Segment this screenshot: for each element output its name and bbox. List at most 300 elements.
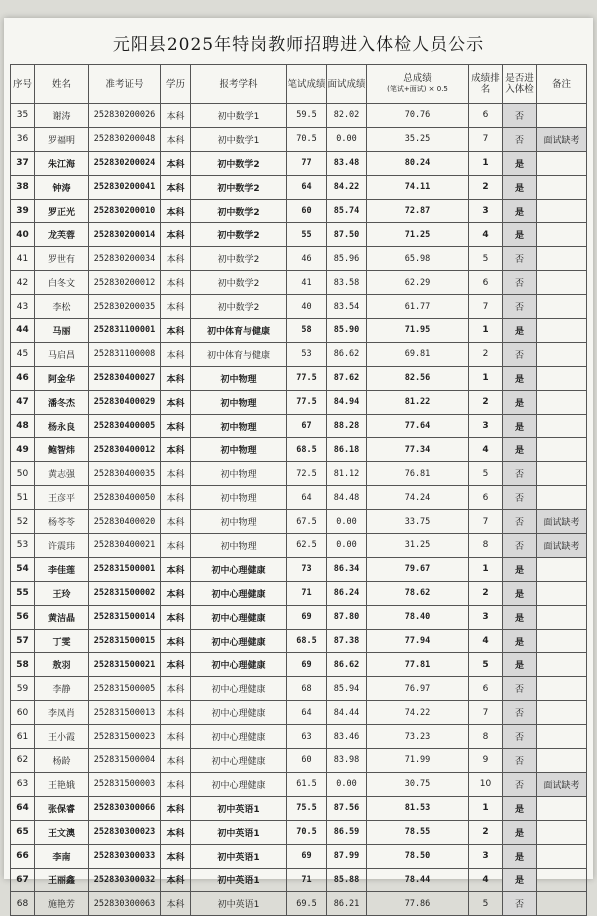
cell-enter: 否 — [503, 247, 537, 271]
cell-interview: 86.62 — [327, 653, 367, 677]
cell-edu: 本科 — [161, 629, 191, 653]
cell-seq: 43 — [11, 295, 35, 319]
cell-seq: 38 — [11, 175, 35, 199]
cell-edu: 本科 — [161, 772, 191, 796]
cell-edu: 本科 — [161, 271, 191, 295]
cell-total: 77.86 — [367, 892, 469, 916]
cell-enter: 否 — [503, 271, 537, 295]
cell-remark — [537, 605, 587, 629]
cell-name: 丁雯 — [35, 629, 89, 653]
cell-seq: 67 — [11, 868, 35, 892]
cell-subject: 初中英语1 — [191, 844, 287, 868]
header-enter: 是否进入体检 — [503, 65, 537, 104]
cell-remark — [537, 486, 587, 510]
cell-subject: 初中心理健康 — [191, 605, 287, 629]
cell-edu: 本科 — [161, 868, 191, 892]
cell-written: 72.5 — [287, 462, 327, 486]
cell-enter: 是 — [503, 820, 537, 844]
cell-total: 73.23 — [367, 725, 469, 749]
cell-seq: 53 — [11, 534, 35, 558]
table-row — [11, 342, 587, 366]
header-edu: 学历 — [161, 65, 191, 104]
cell-subject: 初中物理 — [191, 510, 287, 534]
cell-name: 敖羽 — [35, 653, 89, 677]
cell-seq: 52 — [11, 510, 35, 534]
cell-ticket: 252830400027 — [89, 366, 161, 390]
cell-enter: 否 — [503, 127, 537, 151]
cell-name: 李松 — [35, 295, 89, 319]
cell-seq: 45 — [11, 342, 35, 366]
cell-rank: 2 — [469, 175, 503, 199]
cell-total: 76.97 — [367, 677, 469, 701]
table-row — [11, 247, 587, 271]
cell-edu: 本科 — [161, 414, 191, 438]
cell-total: 77.81 — [367, 653, 469, 677]
cell-interview: 87.62 — [327, 366, 367, 390]
table-row — [11, 820, 587, 844]
table-row — [11, 868, 587, 892]
table-row — [11, 653, 587, 677]
cell-rank: 6 — [469, 677, 503, 701]
cell-interview: 87.99 — [327, 844, 367, 868]
cell-total: 77.34 — [367, 438, 469, 462]
cell-rank: 8 — [469, 725, 503, 749]
table-row — [11, 534, 587, 558]
cell-interview: 87.56 — [327, 796, 367, 820]
cell-enter: 是 — [503, 199, 537, 223]
table-row — [11, 319, 587, 343]
cell-enter: 否 — [503, 510, 537, 534]
cell-seq: 64 — [11, 796, 35, 820]
cell-enter: 是 — [503, 175, 537, 199]
cell-ticket: 252831500001 — [89, 557, 161, 581]
cell-seq: 61 — [11, 725, 35, 749]
cell-name: 杨龄 — [35, 749, 89, 773]
table-row — [11, 725, 587, 749]
cell-edu: 本科 — [161, 557, 191, 581]
cell-interview: 86.18 — [327, 438, 367, 462]
cell-total: 80.24 — [367, 151, 469, 175]
cell-total: 71.95 — [367, 319, 469, 343]
table-header-row — [11, 65, 587, 104]
cell-edu: 本科 — [161, 104, 191, 128]
cell-written: 40 — [287, 295, 327, 319]
cell-remark — [537, 319, 587, 343]
cell-enter: 是 — [503, 868, 537, 892]
cell-ticket: 252830300032 — [89, 868, 161, 892]
cell-written: 60 — [287, 749, 327, 773]
cell-edu: 本科 — [161, 820, 191, 844]
cell-rank: 2 — [469, 390, 503, 414]
cell-seq: 59 — [11, 677, 35, 701]
cell-ticket: 252830400005 — [89, 414, 161, 438]
cell-ticket: 252830200010 — [89, 199, 161, 223]
cell-remark — [537, 820, 587, 844]
cell-seq: 47 — [11, 390, 35, 414]
cell-remark — [537, 390, 587, 414]
cell-interview: 86.34 — [327, 557, 367, 581]
cell-seq: 57 — [11, 629, 35, 653]
cell-remark — [537, 749, 587, 773]
cell-name: 王丽鑫 — [35, 868, 89, 892]
cell-edu: 本科 — [161, 510, 191, 534]
cell-rank: 5 — [469, 247, 503, 271]
cell-total: 72.87 — [367, 199, 469, 223]
cell-interview: 0.00 — [327, 127, 367, 151]
cell-name: 罗世有 — [35, 247, 89, 271]
cell-interview: 87.80 — [327, 605, 367, 629]
cell-remark — [537, 199, 587, 223]
cell-total: 74.24 — [367, 486, 469, 510]
cell-interview: 0.00 — [327, 534, 367, 558]
cell-edu: 本科 — [161, 199, 191, 223]
table-row — [11, 127, 587, 151]
cell-total: 74.11 — [367, 175, 469, 199]
cell-name: 谢涛 — [35, 104, 89, 128]
cell-ticket: 252831100001 — [89, 319, 161, 343]
cell-enter: 是 — [503, 390, 537, 414]
cell-edu: 本科 — [161, 844, 191, 868]
cell-edu: 本科 — [161, 151, 191, 175]
cell-subject: 初中英语1 — [191, 892, 287, 916]
table-row — [11, 366, 587, 390]
cell-rank: 1 — [469, 319, 503, 343]
cell-interview: 83.54 — [327, 295, 367, 319]
cell-name: 张保睿 — [35, 796, 89, 820]
cell-ticket: 252830200034 — [89, 247, 161, 271]
cell-total: 77.94 — [367, 629, 469, 653]
cell-enter: 是 — [503, 151, 537, 175]
cell-seq: 41 — [11, 247, 35, 271]
cell-written: 64 — [287, 175, 327, 199]
cell-name: 王小霞 — [35, 725, 89, 749]
cell-name: 王玲 — [35, 581, 89, 605]
cell-edu: 本科 — [161, 677, 191, 701]
cell-enter: 否 — [503, 342, 537, 366]
cell-ticket: 252830300023 — [89, 820, 161, 844]
table-row — [11, 271, 587, 295]
cell-remark — [537, 462, 587, 486]
cell-rank: 3 — [469, 414, 503, 438]
cell-interview: 86.59 — [327, 820, 367, 844]
cell-seq: 60 — [11, 701, 35, 725]
cell-rank: 6 — [469, 486, 503, 510]
cell-subject: 初中数学1 — [191, 127, 287, 151]
cell-remark — [537, 557, 587, 581]
cell-name: 朱江海 — [35, 151, 89, 175]
cell-seq: 39 — [11, 199, 35, 223]
table-row — [11, 510, 587, 534]
cell-remark — [537, 725, 587, 749]
table-row — [11, 581, 587, 605]
cell-ticket: 252830300063 — [89, 892, 161, 916]
cell-interview: 82.02 — [327, 104, 367, 128]
cell-written: 69 — [287, 605, 327, 629]
cell-rank: 1 — [469, 557, 503, 581]
header-name: 姓名 — [35, 65, 89, 104]
cell-total: 78.55 — [367, 820, 469, 844]
cell-written: 77.5 — [287, 390, 327, 414]
cell-written: 68.5 — [287, 629, 327, 653]
cell-remark — [537, 366, 587, 390]
cell-subject: 初中数学2 — [191, 247, 287, 271]
cell-name: 李南 — [35, 844, 89, 868]
cell-ticket: 252830400029 — [89, 390, 161, 414]
cell-total: 81.53 — [367, 796, 469, 820]
cell-remark: 面试缺考 — [537, 534, 587, 558]
cell-written: 59.5 — [287, 104, 327, 128]
cell-total: 74.22 — [367, 701, 469, 725]
table-row — [11, 844, 587, 868]
cell-ticket: 252830400020 — [89, 510, 161, 534]
cell-ticket: 252830200041 — [89, 175, 161, 199]
cell-written: 67.5 — [287, 510, 327, 534]
cell-interview: 87.38 — [327, 629, 367, 653]
table-row — [11, 749, 587, 773]
cell-subject: 初中物理 — [191, 534, 287, 558]
cell-remark — [537, 892, 587, 916]
cell-total: 71.25 — [367, 223, 469, 247]
cell-subject: 初中数学2 — [191, 223, 287, 247]
cell-rank: 2 — [469, 581, 503, 605]
cell-edu: 本科 — [161, 366, 191, 390]
cell-written: 69.5 — [287, 892, 327, 916]
cell-edu: 本科 — [161, 749, 191, 773]
cell-name: 钟涛 — [35, 175, 89, 199]
cell-subject: 初中物理 — [191, 366, 287, 390]
cell-interview: 83.46 — [327, 725, 367, 749]
cell-name: 白冬文 — [35, 271, 89, 295]
cell-written: 58 — [287, 319, 327, 343]
cell-enter: 是 — [503, 581, 537, 605]
cell-name: 王文澳 — [35, 820, 89, 844]
cell-ticket: 252830300033 — [89, 844, 161, 868]
cell-remark — [537, 175, 587, 199]
cell-name: 罗正光 — [35, 199, 89, 223]
cell-rank: 4 — [469, 438, 503, 462]
cell-ticket: 252831100008 — [89, 342, 161, 366]
cell-written: 63 — [287, 725, 327, 749]
cell-interview: 85.94 — [327, 677, 367, 701]
cell-enter: 是 — [503, 557, 537, 581]
cell-ticket: 252830300066 — [89, 796, 161, 820]
cell-total: 81.22 — [367, 390, 469, 414]
cell-ticket: 252830400035 — [89, 462, 161, 486]
cell-remark — [537, 629, 587, 653]
cell-enter: 是 — [503, 796, 537, 820]
table-row — [11, 486, 587, 510]
cell-written: 60 — [287, 199, 327, 223]
cell-ticket: 252831500014 — [89, 605, 161, 629]
cell-interview: 85.88 — [327, 868, 367, 892]
cell-remark: 面试缺考 — [537, 772, 587, 796]
cell-enter: 否 — [503, 295, 537, 319]
cell-total: 62.29 — [367, 271, 469, 295]
cell-interview: 0.00 — [327, 772, 367, 796]
cell-remark: 面试缺考 — [537, 127, 587, 151]
cell-enter: 是 — [503, 414, 537, 438]
cell-remark — [537, 414, 587, 438]
cell-interview: 85.90 — [327, 319, 367, 343]
cell-name: 李静 — [35, 677, 89, 701]
cell-interview: 85.96 — [327, 247, 367, 271]
cell-subject: 初中数学2 — [191, 295, 287, 319]
cell-subject: 初中心理健康 — [191, 701, 287, 725]
cell-seq: 49 — [11, 438, 35, 462]
cell-remark — [537, 104, 587, 128]
table-row — [11, 677, 587, 701]
table-body — [11, 104, 587, 916]
cell-ticket: 252831500021 — [89, 653, 161, 677]
cell-enter: 是 — [503, 223, 537, 247]
cell-subject: 初中物理 — [191, 438, 287, 462]
cell-interview: 86.62 — [327, 342, 367, 366]
cell-edu: 本科 — [161, 175, 191, 199]
cell-name: 鲍智炜 — [35, 438, 89, 462]
table-row — [11, 223, 587, 247]
header-remark: 备注 — [537, 65, 587, 104]
cell-interview: 86.21 — [327, 892, 367, 916]
cell-edu: 本科 — [161, 701, 191, 725]
cell-total: 82.56 — [367, 366, 469, 390]
cell-enter: 否 — [503, 892, 537, 916]
cell-subject: 初中英语1 — [191, 820, 287, 844]
cell-seq: 54 — [11, 557, 35, 581]
cell-total: 78.44 — [367, 868, 469, 892]
cell-seq: 46 — [11, 366, 35, 390]
cell-written: 64 — [287, 701, 327, 725]
cell-rank: 4 — [469, 868, 503, 892]
cell-edu: 本科 — [161, 581, 191, 605]
cell-rank: 7 — [469, 701, 503, 725]
table-row — [11, 557, 587, 581]
cell-remark — [537, 151, 587, 175]
cell-total: 65.98 — [367, 247, 469, 271]
cell-interview: 88.28 — [327, 414, 367, 438]
cell-written: 55 — [287, 223, 327, 247]
cell-enter: 否 — [503, 534, 537, 558]
cell-name: 王彦平 — [35, 486, 89, 510]
cell-rank: 1 — [469, 796, 503, 820]
cell-total: 35.25 — [367, 127, 469, 151]
header-subject: 报考学科 — [191, 65, 287, 104]
cell-edu: 本科 — [161, 295, 191, 319]
table-row — [11, 629, 587, 653]
cell-written: 64 — [287, 486, 327, 510]
cell-written: 69 — [287, 844, 327, 868]
table-row — [11, 390, 587, 414]
cell-ticket: 252831500002 — [89, 581, 161, 605]
cell-seq: 48 — [11, 414, 35, 438]
cell-ticket: 252830400050 — [89, 486, 161, 510]
cell-written: 61.5 — [287, 772, 327, 796]
cell-rank: 10 — [469, 772, 503, 796]
table-row — [11, 438, 587, 462]
table-row — [11, 151, 587, 175]
document-page — [4, 18, 593, 911]
cell-seq: 50 — [11, 462, 35, 486]
cell-edu: 本科 — [161, 342, 191, 366]
cell-subject: 初中物理 — [191, 486, 287, 510]
cell-remark — [537, 295, 587, 319]
cell-ticket: 252830400021 — [89, 534, 161, 558]
cell-interview: 83.58 — [327, 271, 367, 295]
cell-ticket: 252831500013 — [89, 701, 161, 725]
cell-total: 31.25 — [367, 534, 469, 558]
cell-enter: 是 — [503, 366, 537, 390]
cell-subject: 初中物理 — [191, 462, 287, 486]
cell-rank: 5 — [469, 892, 503, 916]
cell-subject: 初中心理健康 — [191, 749, 287, 773]
cell-written: 75.5 — [287, 796, 327, 820]
header-total — [367, 65, 469, 104]
cell-subject: 初中数学2 — [191, 271, 287, 295]
cell-interview: 81.12 — [327, 462, 367, 486]
cell-remark — [537, 653, 587, 677]
cell-interview: 84.44 — [327, 701, 367, 725]
table-row — [11, 175, 587, 199]
cell-ticket: 252830200048 — [89, 127, 161, 151]
cell-remark — [537, 677, 587, 701]
cell-total: 78.40 — [367, 605, 469, 629]
table-row — [11, 199, 587, 223]
cell-ticket: 252830200024 — [89, 151, 161, 175]
cell-rank: 2 — [469, 820, 503, 844]
cell-rank: 4 — [469, 223, 503, 247]
cell-subject: 初中心理健康 — [191, 725, 287, 749]
cell-seq: 68 — [11, 892, 35, 916]
cell-edu: 本科 — [161, 605, 191, 629]
cell-name: 许震玮 — [35, 534, 89, 558]
cell-name: 王艳娥 — [35, 772, 89, 796]
cell-ticket: 252830200012 — [89, 271, 161, 295]
cell-written: 68.5 — [287, 438, 327, 462]
cell-edu: 本科 — [161, 247, 191, 271]
cell-name: 施艳芳 — [35, 892, 89, 916]
cell-rank: 3 — [469, 605, 503, 629]
cell-rank: 6 — [469, 271, 503, 295]
cell-enter: 否 — [503, 749, 537, 773]
cell-seq: 37 — [11, 151, 35, 175]
cell-name: 李佳莲 — [35, 557, 89, 581]
cell-rank: 2 — [469, 342, 503, 366]
cell-subject: 初中英语1 — [191, 796, 287, 820]
cell-interview: 0.00 — [327, 510, 367, 534]
table-row — [11, 796, 587, 820]
cell-subject: 初中物理 — [191, 414, 287, 438]
cell-enter: 否 — [503, 725, 537, 749]
table-row — [11, 605, 587, 629]
cell-total: 33.75 — [367, 510, 469, 534]
cell-ticket: 252830400012 — [89, 438, 161, 462]
cell-ticket: 252831500015 — [89, 629, 161, 653]
cell-rank: 1 — [469, 366, 503, 390]
cell-subject: 初中心理健康 — [191, 629, 287, 653]
cell-subject: 初中心理健康 — [191, 581, 287, 605]
cell-remark — [537, 868, 587, 892]
cell-total: 76.81 — [367, 462, 469, 486]
cell-name: 龙芙蓉 — [35, 223, 89, 247]
cell-subject: 初中数学2 — [191, 199, 287, 223]
cell-subject: 初中数学1 — [191, 104, 287, 128]
header-total-label: 总成绩 — [403, 73, 432, 84]
cell-name: 马丽 — [35, 319, 89, 343]
cell-remark — [537, 844, 587, 868]
cell-rank: 9 — [469, 749, 503, 773]
cell-seq: 62 — [11, 749, 35, 773]
cell-remark — [537, 247, 587, 271]
cell-ticket: 252830200035 — [89, 295, 161, 319]
